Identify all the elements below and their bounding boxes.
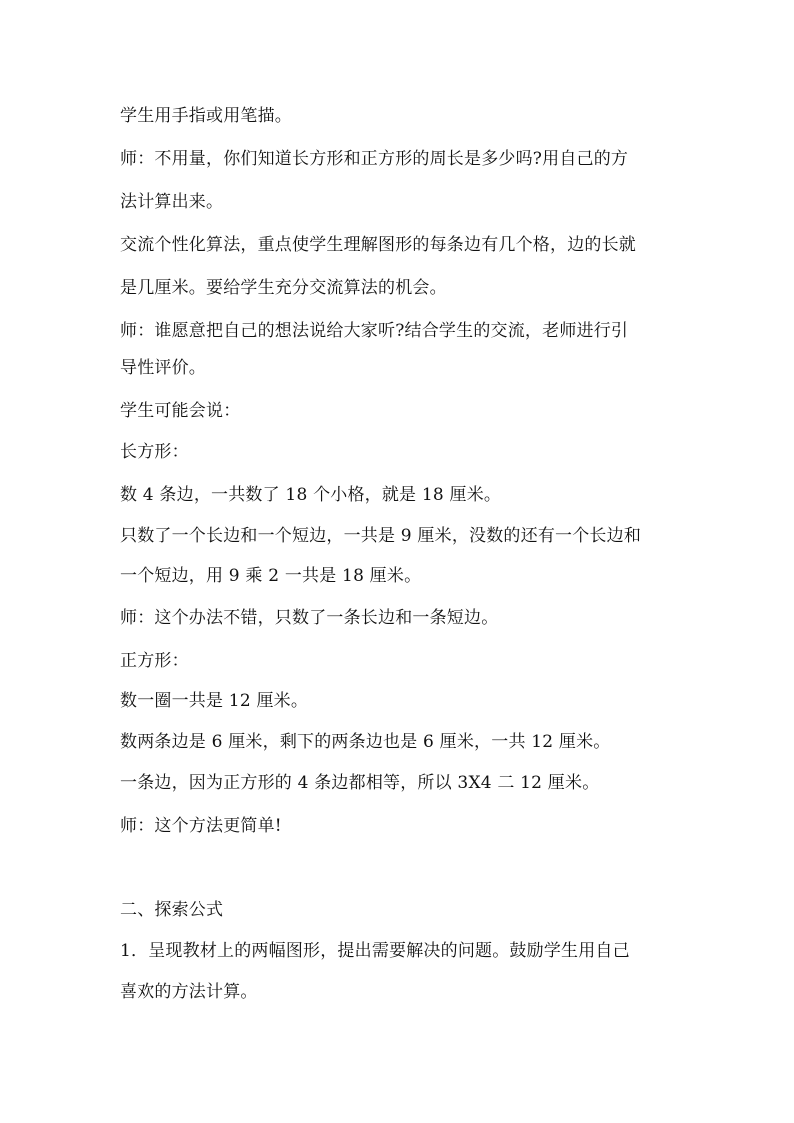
text-line: 师：不用量，你们知道长方形和正方形的周长是多少吗?用自己的方 xyxy=(120,149,629,169)
text-line: 数 4 条边，一共数了 18 个小格，就是 18 厘米。 xyxy=(120,485,502,505)
text-line: 一条边，因为正方形的 4 条边都相等，所以 3X4 二 12 厘米。 xyxy=(120,773,600,793)
text-line: 一个短边，用 9 乘 2 一共是 18 厘米。 xyxy=(120,566,422,586)
text-line: 师：谁愿意把自己的想法说给大家听?结合学生的交流，老师进行引 xyxy=(120,321,629,341)
text-line: 学生用手指或用笔描。 xyxy=(120,106,292,126)
text-line: 学生可能会说： xyxy=(120,401,241,421)
text-line: 导性评价。 xyxy=(120,358,206,378)
text-line: 师：这个方法更简单! xyxy=(120,816,282,836)
text-line: 喜欢的方法计算。 xyxy=(120,982,258,1002)
section-heading: 二、探索公式 xyxy=(120,900,224,920)
text-line: 正方形： xyxy=(120,651,189,671)
text-line: 数一圈一共是 12 厘米。 xyxy=(120,691,309,711)
text-line: 师：这个办法不错，只数了一条长边和一条短边。 xyxy=(120,608,499,628)
text-line: 是几厘米。要给学生充分交流算法的机会。 xyxy=(120,278,447,298)
text-line: 长方形： xyxy=(120,442,189,462)
text-line: 法计算出来。 xyxy=(120,192,224,212)
text-line: 交流个性化算法，重点使学生理解图形的每条边有几个格，边的长就 xyxy=(120,235,636,255)
text-line: 只数了一个长边和一个短边，一共是 9 厘米，没数的还有一个长边和 xyxy=(120,526,642,546)
text-line: 1．呈现教材上的两幅图形，提出需要解决的问题。鼓励学生用自己 xyxy=(120,941,630,961)
text-line: 数两条边是 6 厘米，剩下的两条边也是 6 厘米，一共 12 厘米。 xyxy=(120,732,611,752)
